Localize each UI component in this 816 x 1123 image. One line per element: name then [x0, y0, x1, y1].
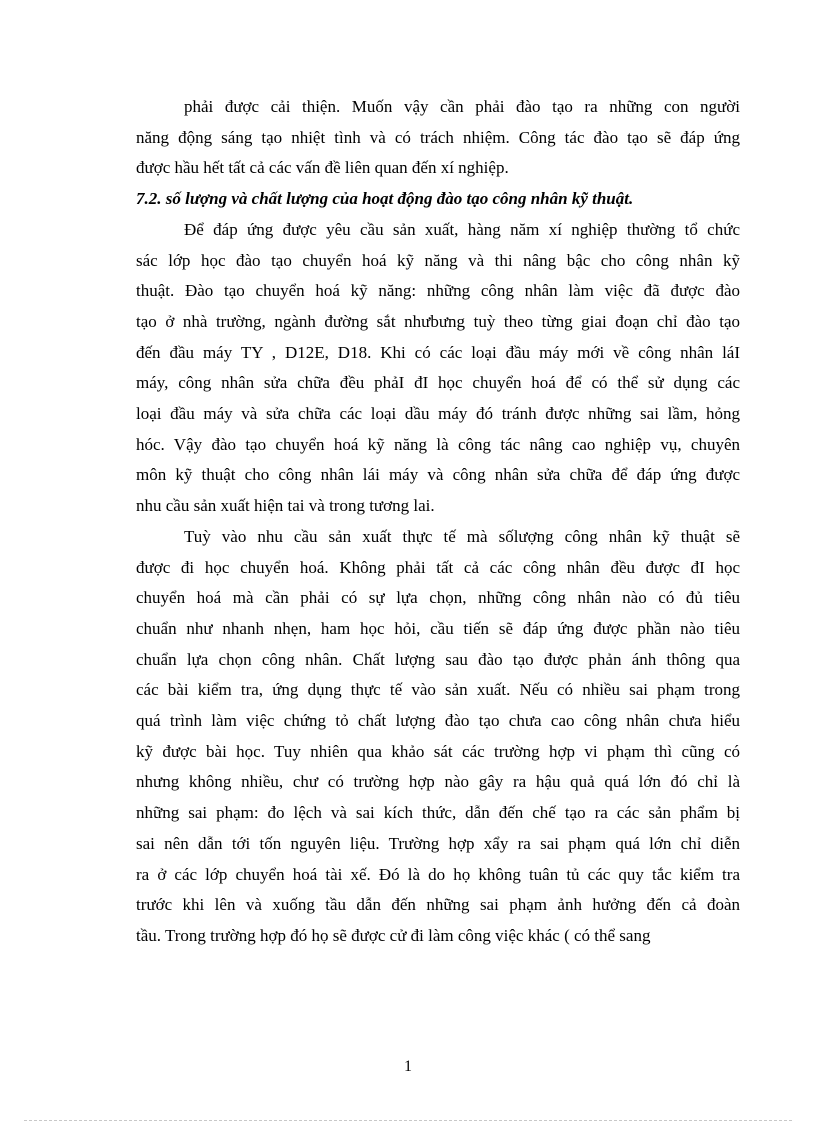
section-heading: 7.2. số lượng và chất lượng của hoạt động đào tạo công nhân kỹ thuật.: [136, 189, 634, 209]
text-line: những sai phạm: đo lệch và sai kích thức, dẫn đến chế tạo ra các sản phẩm bị: [136, 803, 740, 823]
text-line: đến đầu máy TY , D12E, D18. Khi có các loại đầu máy mới về công nhân láI: [136, 342, 740, 362]
text-line: máy, công nhân sửa chữa đều phảI đI học chuyển hoá để có thể sử dụng các: [136, 373, 740, 393]
text-line: được hầu hết tất cả các vấn đề liên quan đến xí nghiệp.: [136, 158, 509, 178]
text-line: được đi học chuyển hoá. Không phải tất cả các công nhân đều được đI học: [136, 557, 740, 577]
page-number: 1: [404, 1058, 412, 1075]
text-line: tầu. Trong trường hợp đó họ sẽ được cử đi làm công việc khác ( có thể sang: [136, 925, 651, 945]
paragraph-continuation: [136, 92, 740, 184]
text-line: Để đáp ứng được yêu cầu sản xuất, hàng năm xí nghiệp thường tổ chức: [184, 219, 740, 239]
text-line: nhu cầu sản xuất hiện tai và trong tương lai.: [136, 496, 435, 516]
text-line: sai nên dẫn tới tốn nguyên liệu. Trường hợp xẩy ra sai phạm quá lớn chỉ diễn: [136, 833, 740, 853]
text-line: hóc. Vậy đào tạo chuyển hoá kỹ năng là công tác nâng cao nghiệp vụ, chuyên: [136, 434, 740, 454]
text-line: loại đầu máy và sửa chữa các loại dầu máy đó tránh được những sai lầm, hỏng: [136, 404, 740, 424]
text-line: các bài kiểm tra, ứng dụng thực tế vào sản xuất. Nếu có nhiều sai phạm trong: [136, 680, 740, 700]
text-line: trước khi lên và xuống tầu dẫn đến những sai phạm ảnh hưởng đến cả đoàn: [136, 895, 740, 915]
text-line: ra ở các lớp chuyển hoá tài xế. Đó là do họ không tuân tủ các quy tắc kiểm tra: [136, 864, 740, 884]
paragraph-training-quality: [136, 522, 740, 952]
text-line: phải được cải thiện. Muốn vậy cần phải đào tạo ra những con người: [184, 97, 740, 116]
text-line: tạo ở nhà trường, ngành đường sắt nhưbưng tuỳ theo từng giai đoạn chỉ đào tạo: [136, 311, 740, 331]
text-line: nhưng không nhiều, chư có trường hợp nào gây ra hậu quả quá lớn đó chỉ là: [136, 772, 740, 792]
text-line: môn kỹ thuật cho công nhân lái máy và công nhân sửa chữa để đáp ứng được: [136, 465, 740, 485]
text-line: Tuỳ vào nhu cầu sản xuất thực tế mà sốlượng công nhân kỹ thuật sẽ: [184, 526, 740, 546]
text-line: thuật. Đào tạo chuyển hoá kỹ năng: những công nhân làm việc đã được đào: [136, 281, 740, 301]
document-body: [136, 92, 740, 952]
text-line: chuyển hoá mà cần phải có sự lựa chọn, những công nhân nào có đủ tiêu: [136, 588, 740, 608]
text-line: kỹ được bài học. Tuy nhiên qua khảo sát các trường hợp vi phạm thì cũng có: [136, 741, 740, 761]
paragraph-training-skills: [136, 215, 740, 522]
text-line: quá trình làm việc chứng tỏ chất lượng đào tạo chưa cao công nhân chưa hiểu: [136, 711, 740, 731]
text-line: năng động sáng tạo nhiệt tình và có trách nhiệm. Công tác đào tạo sẽ đáp ứng: [136, 127, 740, 147]
text-line: chuẩn lựa chọn công nhân. Chất lượng sau đào tạo được phản ánh thông qua: [136, 649, 740, 669]
text-line: sác lớp học đào tạo chuyển hoá kỹ năng và thi nâng bậc cho công nhân kỹ: [136, 250, 740, 270]
text-line: chuẩn như nhanh nhẹn, ham học hỏi, cầu tiến sẽ đáp ứng được phần nào tiêu: [136, 618, 740, 638]
page-bottom-rule: [24, 1120, 792, 1121]
